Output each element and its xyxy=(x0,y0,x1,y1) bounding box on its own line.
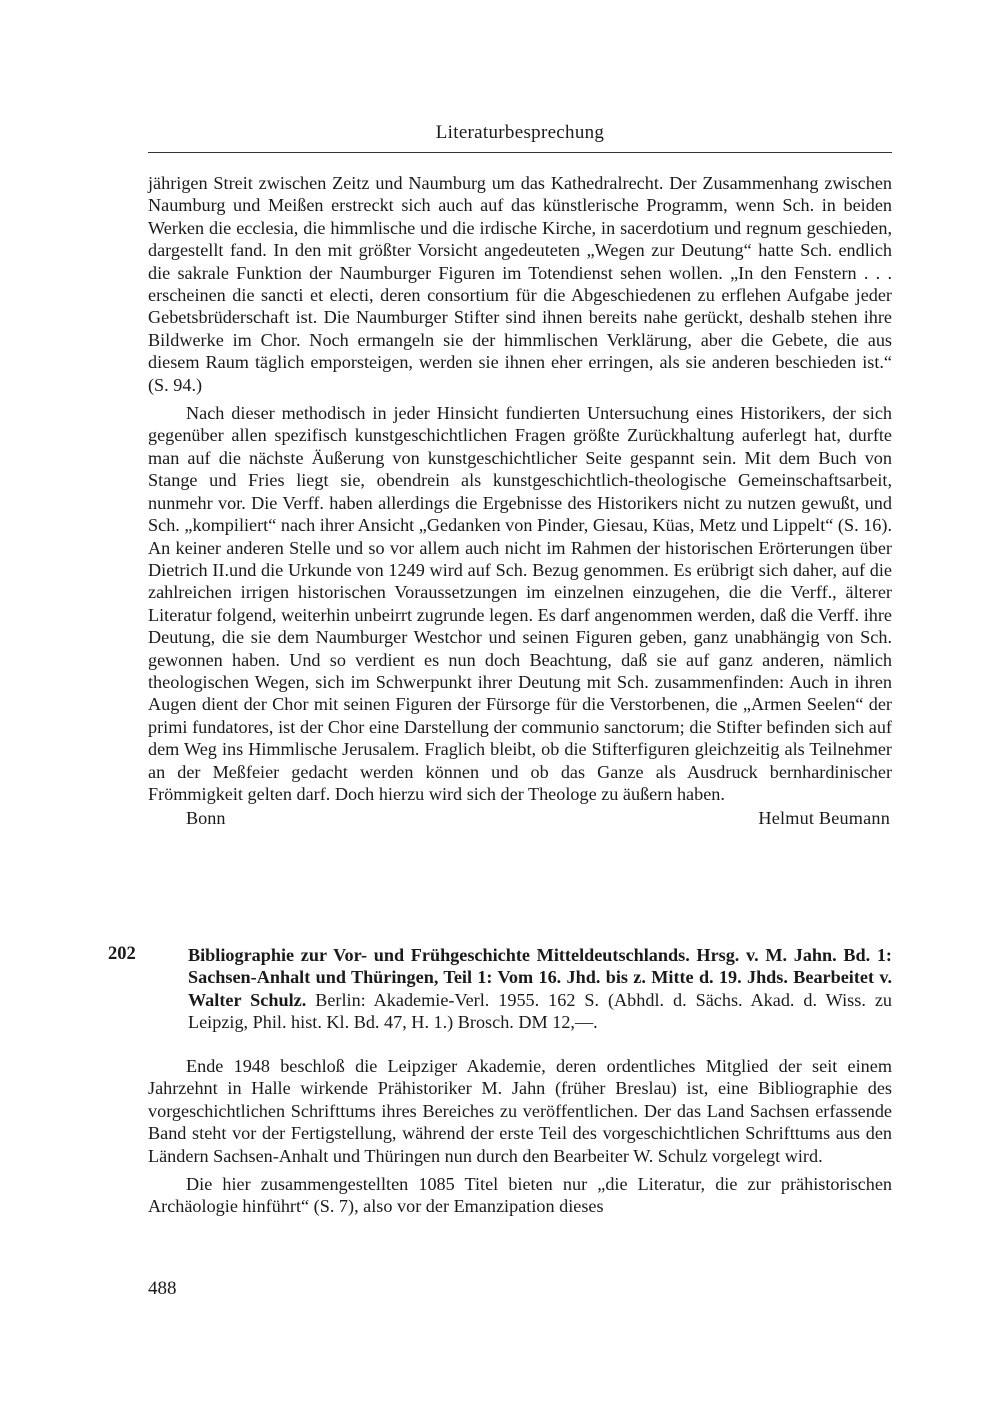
review-place: Bonn xyxy=(186,808,226,829)
running-header xyxy=(148,118,892,153)
second-review-paragraph-1: Ende 1948 beschloß die Leipziger Akademie, deren ordentliches Mitglied der seit einem Jahrzehnt in Halle wirkende Prähistoriker M. Jahn (früher Breslau) ist, eine Bibliographie des vorgeschichtlichen Schrifttums ihres Bereiches zu veröffentlichen. Der das Land Sachsen erfassende Band steht vor der Fertigstellung, während der erste Teil des vorgeschichtlichen Schrifttums aus den Ländern Sachsen-Anhalt und Thüringen nun durch den Bearbeiter W. Schulz vorgelegt wird. xyxy=(148,1056,892,1166)
entry-publication: Berlin: Akademie-Verl. 1955. 162 S. (Abhdl. d. Sächs. Akad. d. Wiss. zu Leipzig, Phil. hist. Kl. Bd. 47, H. 1.) Brosch. DM 12,—. xyxy=(188,989,892,1033)
bibliographic-entry xyxy=(188,944,892,1034)
entry-number: 202 xyxy=(108,944,136,964)
second-review-body xyxy=(148,1055,892,1218)
entry-title: Bibliographie zur Vor- und Frühgeschichte Mitteldeutschlands. Hrsg. v. M. Jahn. Bd. 1: Sachsen-Anhalt und Thüringen, Teil 1: Vom 16. Jhd. bis z. Mitte d. 19. Jhds. Bearbeitet v. Walter Schulz. xyxy=(188,945,892,1010)
review-body xyxy=(148,172,892,830)
second-review-paragraph-2: Die hier zusammengestellten 1085 Titel bieten nur „die Literatur, die zur prähistorischen Archäologie hinführt“ (S. 7), also vor der Emanzipation dieses xyxy=(148,1174,892,1217)
running-title: Literaturbesprechung xyxy=(435,122,605,143)
review-paragraph-1: jährigen Streit zwischen Zeitz und Naumburg um das Kathedralrecht. Der Zusammenhang zwischen Naumburg und Meißen erstreckt sich auch auf das künstlerische Programm, wenn Sch. in beiden Werken die ecclesia, die himmlische und die irdische Kirche, in sacerdotium und regnum geschieden, dargestellt fand. In den mit größter Vorsicht angedeuteten „Wegen zur Deutung“ hatte Sch. endlich die sakrale Funktion der Naumburger Figuren im Totendienst sehen wollen. „In den Fenstern . . . erscheinen die sancti et electi, deren consortium für die Abgeschiedenen zu erflehen Aufgabe jeder Gebetsbrüderschaft ist. Die Naumburger Stifter sind ihnen bereits nahe gerückt, deshalb stehen ihre Bildwerke im Chor. Noch ermangeln sie der himmlischen Verklärung, aber die Gebete, die aus diesem Raum täglich emporsteigen, werden sie ihnen eher erringen, als sie anderen beschieden ist.“ (S. 94.) xyxy=(148,173,892,395)
review-paragraph-2: Nach dieser methodisch in jeder Hinsicht fundierten Untersuchung eines Historikers, der sich gegenüber allen spezifisch kunstgeschichtlichen Fragen größte Zurückhaltung auferlegt hat, durfte man auf die nächste Äußerung von kunstgeschichtlicher Seite gespannt sein. Mit dem Buch von Stange und Fries liegt sie, obendrein als kunstgeschichtlich-theologische Gemeinschaftsarbeit, nunmehr vor. Die Verff. haben allerdings die Ergebnisse des Historikers nicht zu nutzen gewußt, und Sch. „kompiliert“ nach ihrer Ansicht „Gedanken von Pinder, Giesau, Küas, Metz und Lippelt“ (S. 16). An keiner anderen Stelle und so vor allem auch nicht im Rahmen der historischen Erörterungen über Dietrich II.und die Urkunde von 1249 wird auf Sch. Bezug genommen. Es erübrigt sich daher, auf die zahlreichen irrigen historischen Voraussetzungen im einzelnen einzugehen, die die Verff., älterer Literatur folgend, weiterhin unbeirrt zugrunde legen. Es darf angenommen werden, daß die Verff. ihre Deutung, die sie dem Naumburger Westchor und seinen Figuren geben, ganz unabhängig von Sch. gewonnen haben. Und so verdient es nun doch Beachtung, daß sie auf ganz anderen, nämlich theologischen Wegen, sich im Schwerpunkt ihrer Deutung mit Sch. zusammenfinden: Auch in ihren Augen dient der Chor mit seinen Figuren der Fürsorge für die Verstorbenen, die „Armen Seelen“ der primi fundatores, ist der Chor eine Darstellung der communio sanctorum; die Stifter befinden sich auf dem Weg ins Himmlische Jerusalem. Fraglich bleibt, ob die Stifterfiguren gleichzeitig als Teilnehmer an der Meßfeier gedacht werden können und ob das Ganze als Ausdruck bernhardinischer Frömmigkeit gelten darf. Doch hierzu wird sich der Theologe zu äußern haben. xyxy=(148,403,892,804)
review-signature xyxy=(148,807,892,830)
page-number: 488 xyxy=(148,1278,177,1299)
review-author: Helmut Beumann xyxy=(758,808,890,829)
